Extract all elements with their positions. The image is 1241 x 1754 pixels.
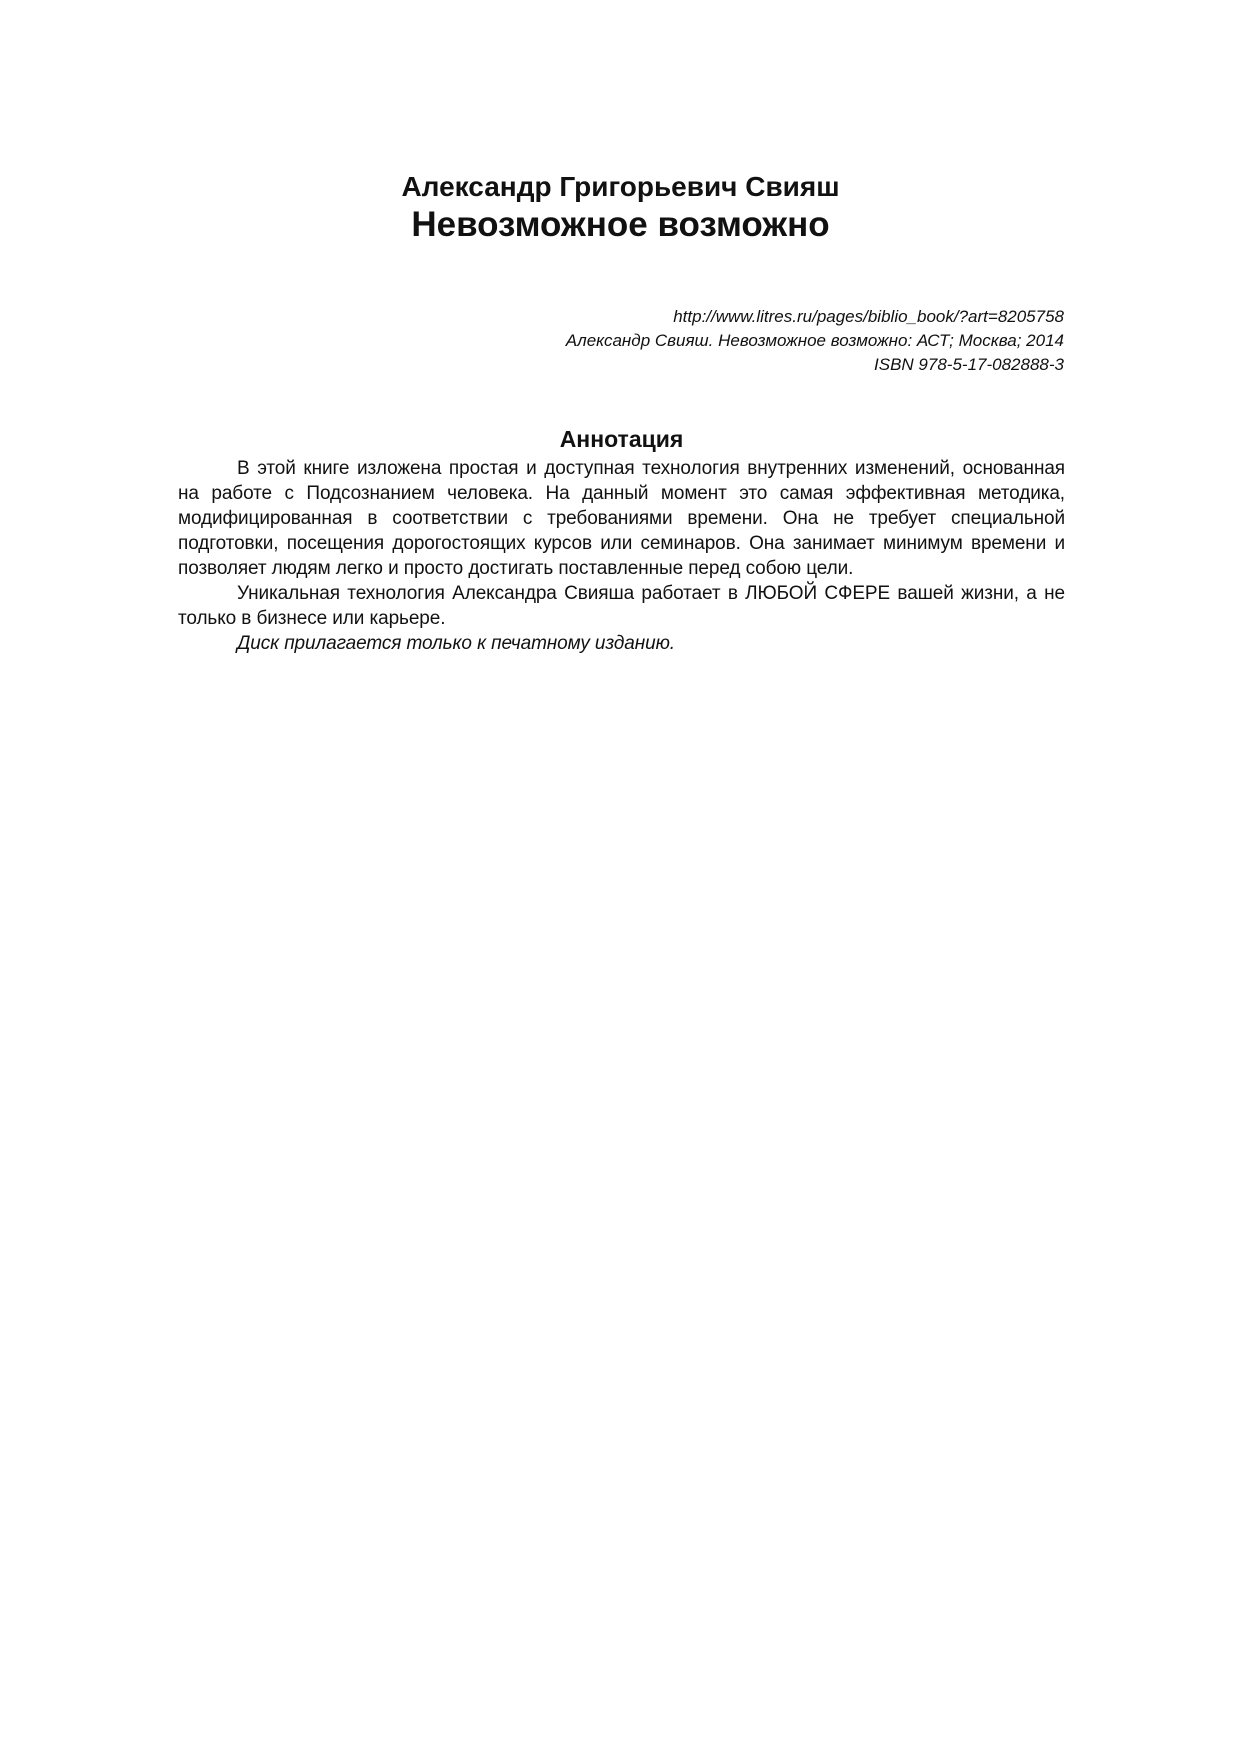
title-block bbox=[0, 170, 1241, 246]
disc-note: Диск прилагается только к печатному изданию. bbox=[237, 633, 675, 654]
isbn: ISBN 978-5-17-082888-3 bbox=[874, 355, 1064, 374]
publication-info bbox=[264, 305, 1064, 377]
annotation-paragraph: Уникальная технология Александра Свияша работает в ЛЮБОЙ СФЕРЕ вашей жизни, а не только в бизнесе или карьере. bbox=[178, 583, 1065, 629]
citation: Александр Свияш. Невозможное возможно: АСТ; Москва; 2014 bbox=[565, 331, 1064, 350]
book-title: Невозможное возможно bbox=[411, 205, 830, 244]
annotation-section bbox=[178, 424, 1065, 656]
annotation-paragraph: В этой книге изложена простая и доступная технология внутренних изменений, основанная на работе с Подсознанием человека. На данный момент это самая эффективная методика, модифицированная в соответствии с требованиями времени. Она не требует специальной подготовки, посещения дорогостоящих курсов или семинаров. Она занимает минимум времени и позволяет людям легко и просто достигать поставленные перед собою цели. bbox=[178, 458, 1065, 579]
author-name: Александр Григорьевич Свияш bbox=[401, 171, 840, 202]
source-url[interactable]: http://www.litres.ru/pages/biblio_book/?art=8205758 bbox=[673, 307, 1064, 326]
annotation-heading: Аннотация bbox=[559, 426, 684, 452]
